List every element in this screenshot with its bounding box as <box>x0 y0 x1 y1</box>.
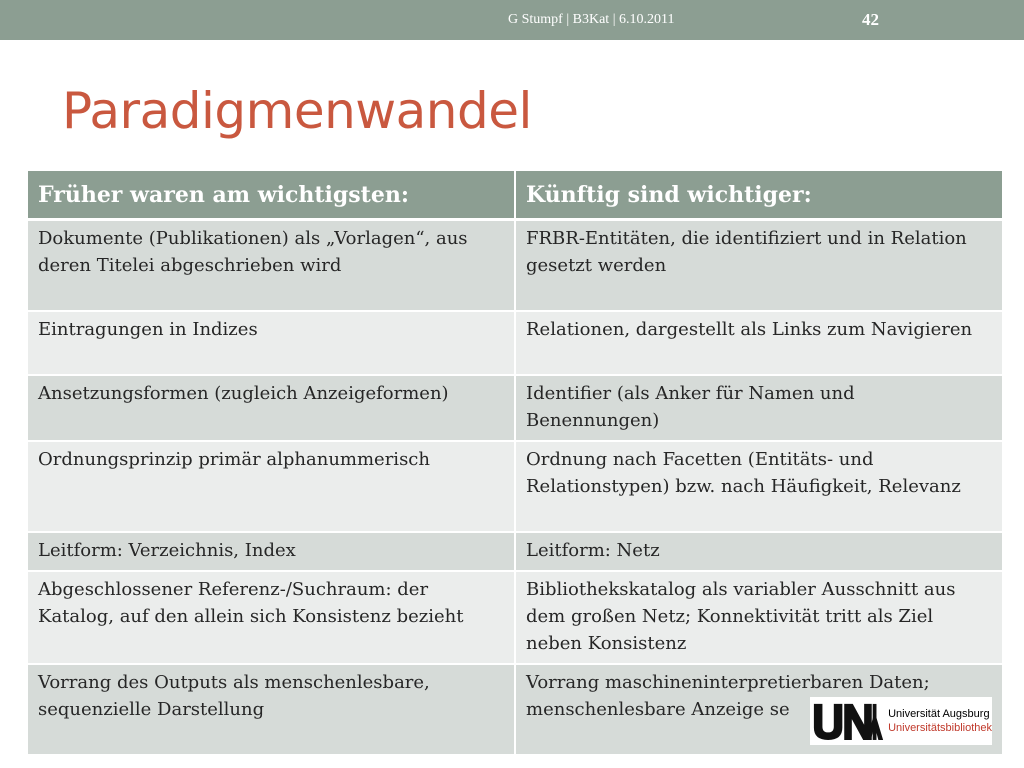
table-header-row <box>28 171 1002 220</box>
table-cell: Relationen, dargestellt als Links zum Navigieren <box>515 311 1002 375</box>
comparison-table <box>28 171 1002 756</box>
logo-university-name: Universität Augsburg <box>888 708 990 720</box>
table-cell: Dokumente (Publikationen) als „Vorlagen“, aus deren Titelei abgeschrieben wird <box>28 220 515 311</box>
table-cell: Vorrang des Outputs als menschenlesbare, sequenzielle Darstellung <box>28 664 515 755</box>
slide-title: Paradigmenwandel <box>62 82 532 140</box>
table-cell: Ansetzungsformen (zugleich Anzeigeformen) <box>28 375 515 441</box>
table-cell: Vorrang maschineninterpretierbaren Daten; menschenlesbare Anzeige se <box>515 664 1002 755</box>
table-cell: Identifier (als Anker für Namen und Benennungen) <box>515 375 1002 441</box>
table-cell: Eintragungen in Indizes <box>28 311 515 375</box>
table-row <box>28 311 1002 375</box>
table-cell: Ordnungsprinzip primär alphanummerisch <box>28 441 515 532</box>
top-bar <box>0 0 1024 40</box>
table-row <box>28 220 1002 311</box>
column-header-past: Früher waren am wichtigsten: <box>28 171 515 220</box>
table-cell: Leitform: Netz <box>515 532 1002 571</box>
table-cell: Leitform: Verzeichnis, Index <box>28 532 515 571</box>
slide-number: 42 <box>862 10 879 29</box>
table-cell: FRBR-Entitäten, die identifiziert und in Relation gesetzt werden <box>515 220 1002 311</box>
table-row <box>28 441 1002 532</box>
university-logo <box>810 697 992 745</box>
table-row <box>28 375 1002 441</box>
column-header-future: Künftig sind wichtiger: <box>515 171 1002 220</box>
table-cell: Ordnung nach Facetten (Entitäts- und Relationstypen) bzw. nach Häufigkeit, Relevanz <box>515 441 1002 532</box>
table-cell: Bibliothekskatalog als variabler Ausschnitt aus dem großen Netz; Konnektivität tritt als Ziel neben Konsistenz <box>515 571 1002 664</box>
unia-logo-icon <box>812 699 884 743</box>
logo-text <box>888 707 992 735</box>
table-cell: Abgeschlossener Referenz-/Suchraum: der Katalog, auf den allein sich Konsistenz bezieht <box>28 571 515 664</box>
table-row <box>28 532 1002 571</box>
table-row <box>28 571 1002 664</box>
footer-text: G Stumpf | B3Kat | 6.10.2011 <box>508 12 675 27</box>
logo-library-name: Universitätsbibliothek <box>888 722 992 734</box>
